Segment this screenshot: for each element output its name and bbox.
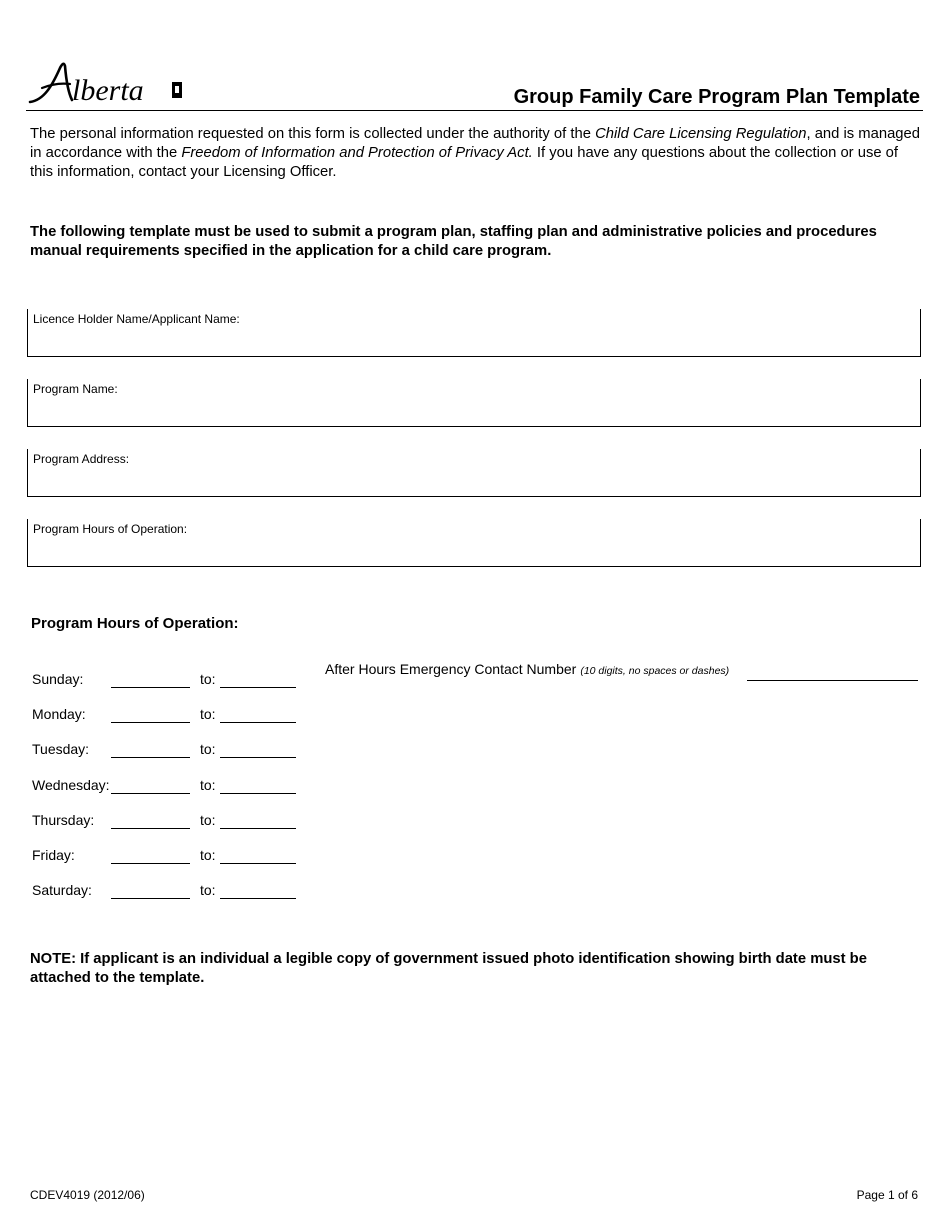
to-label: to:	[200, 882, 216, 898]
day-label: Thursday:	[32, 812, 95, 828]
hours-row-sunday	[32, 671, 312, 693]
wednesday-close-time-input[interactable]	[220, 793, 296, 794]
program-name-field[interactable]	[27, 379, 921, 427]
hours-row-wednesday	[32, 777, 312, 799]
saturday-close-time-input[interactable]	[220, 898, 296, 899]
program-address-field[interactable]	[27, 449, 921, 497]
hours-row-friday	[32, 847, 312, 869]
wednesday-open-time-input[interactable]	[111, 793, 190, 794]
hours-heading: Program Hours of Operation:	[31, 615, 239, 632]
page-number: Page 1 of 6	[856, 1188, 918, 1202]
hours-row-thursday	[32, 812, 312, 834]
program-address-label: Program Address:	[33, 452, 130, 466]
to-label: to:	[200, 741, 216, 757]
program-hours-label: Program Hours of Operation:	[33, 522, 188, 536]
hours-row-tuesday	[32, 741, 312, 763]
tuesday-close-time-input[interactable]	[220, 757, 296, 758]
day-label: Wednesday:	[32, 777, 110, 793]
instruction-text: The following template must be used to submit a program plan, staffing plan and administrative policies and procedures manual requirements specified in the application for a child care program.	[30, 224, 877, 259]
emergency-contact-hint: (10 digits, no spaces or dashes)	[580, 665, 730, 677]
program-name-label: Program Name:	[33, 382, 118, 396]
day-label: Sunday:	[32, 671, 84, 687]
svg-text:lberta: lberta	[72, 74, 144, 107]
sunday-open-time-input[interactable]	[111, 687, 190, 688]
friday-close-time-input[interactable]	[220, 863, 296, 864]
form-code: CDEV4019 (2012/06)	[30, 1188, 145, 1202]
sunday-close-time-input[interactable]	[220, 687, 296, 688]
thursday-close-time-input[interactable]	[220, 828, 296, 829]
friday-open-time-input[interactable]	[111, 863, 190, 864]
day-label: Friday:	[32, 847, 75, 863]
licence-holder-name-label: Licence Holder Name/Applicant Name:	[33, 312, 240, 326]
thursday-open-time-input[interactable]	[111, 828, 190, 829]
to-label: to:	[200, 812, 216, 828]
to-label: to:	[200, 847, 216, 863]
emergency-contact-label: After Hours Emergency Contact Number (10 digits, no spaces or dashes)	[325, 661, 730, 677]
hours-row-saturday	[32, 882, 312, 904]
monday-open-time-input[interactable]	[111, 722, 190, 723]
program-hours-field[interactable]	[27, 519, 921, 567]
licence-holder-name-field[interactable]	[27, 309, 921, 357]
page-title: Group Family Care Program Plan Template	[513, 86, 920, 108]
monday-close-time-input[interactable]	[220, 722, 296, 723]
saturday-open-time-input[interactable]	[111, 898, 190, 899]
day-label: Monday:	[32, 706, 86, 722]
day-label: Tuesday:	[32, 741, 90, 757]
alberta-logo	[26, 56, 196, 108]
to-label: to:	[200, 706, 216, 722]
tuesday-open-time-input[interactable]	[111, 757, 190, 758]
hours-row-monday	[32, 706, 312, 728]
emergency-contact-input[interactable]	[747, 680, 918, 681]
id-requirement-note: NOTE: If applicant is an individual a legible copy of government issued photo identification showing birth date must be attached to the template.	[30, 951, 867, 986]
privacy-statement: The personal information requested on this form is collected under the authority of the Child Care Licensing Regulation, and is managed in accordance with the Freedom of Information and Protection of Privacy Act. If you have any questions about the collection or use of this information, contact your Licensing Officer.	[30, 126, 920, 180]
to-label: to:	[200, 777, 216, 793]
to-label: to:	[200, 671, 216, 687]
day-label: Saturday:	[32, 882, 92, 898]
header-rule	[26, 110, 923, 111]
